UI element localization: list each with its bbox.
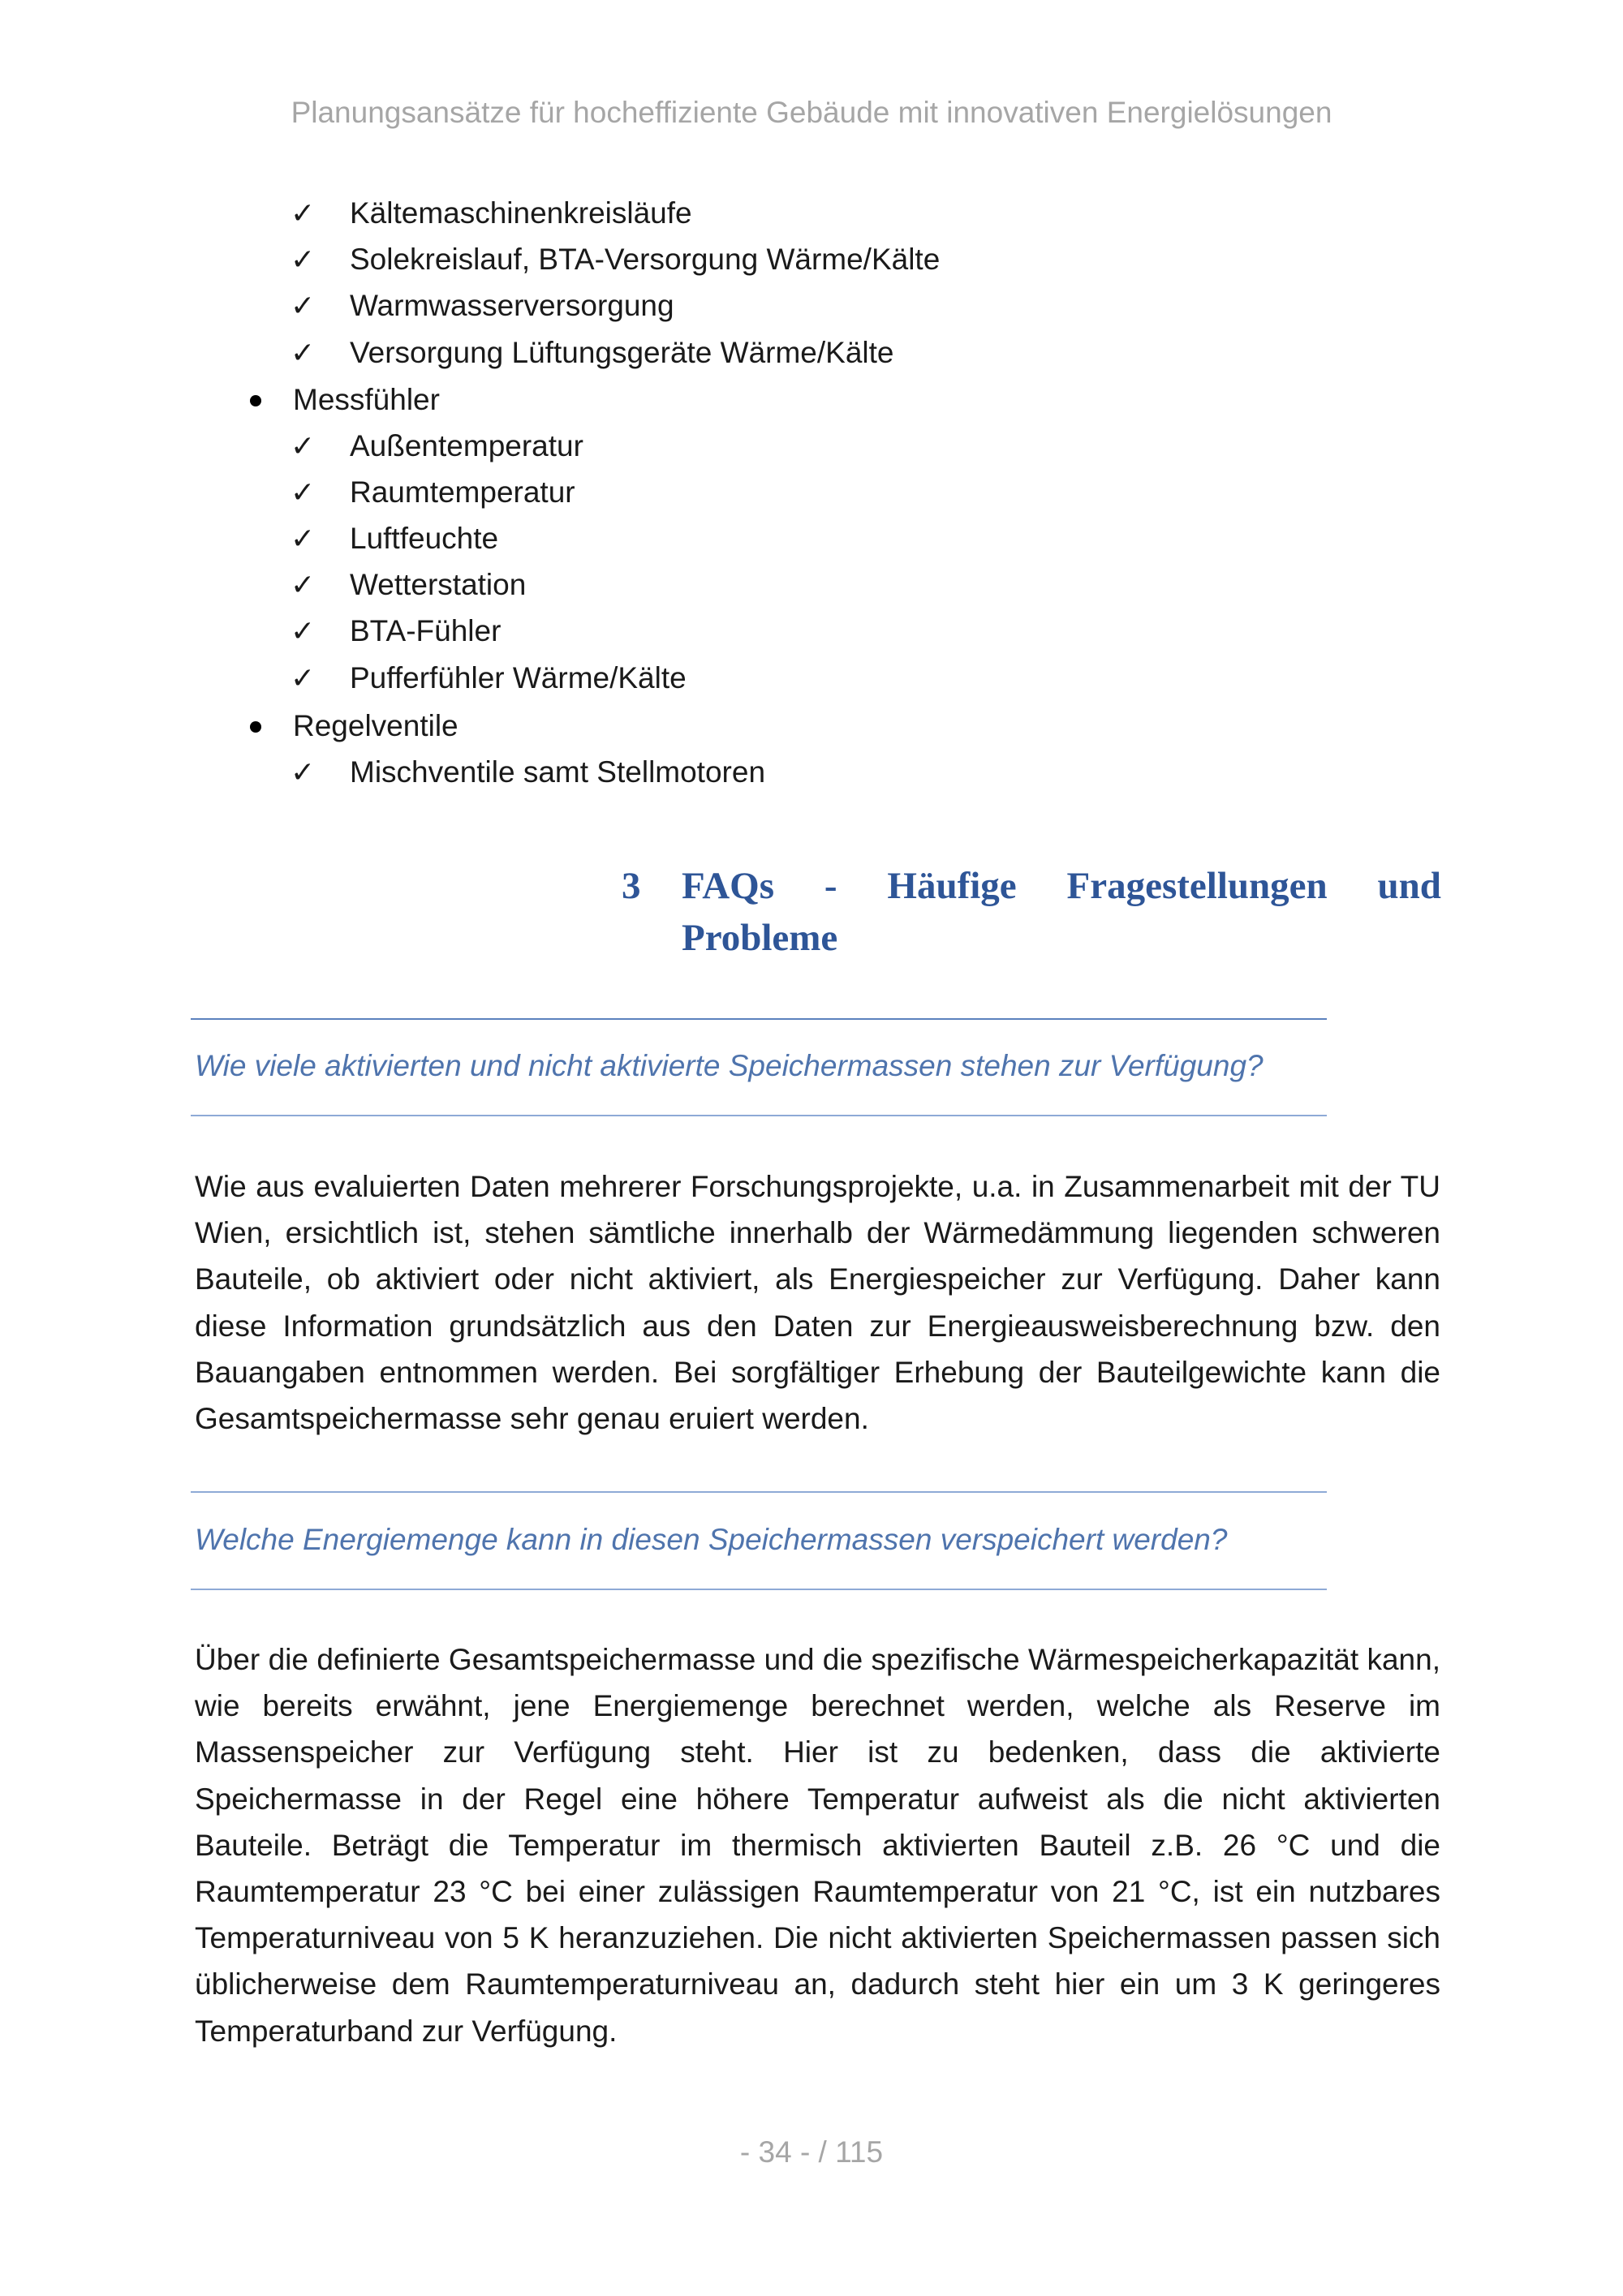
list-heading: Regelventile: [293, 709, 458, 742]
list-item: Pufferfühler Wärme/Kälte: [350, 661, 687, 694]
faq-answer: Über die definierte Gesamtspeichermasse und die spezifische Wärmespeicherkapazität kann, wie bereits erwähnt, jene Energiemenge berechnet werden, welche als Reserve im Massenspeicher zur Verfügung steht. Hier ist zu bedenken, dass die aktivierte Speichermasse in der Regel eine höhere Temperatur aufweist als die nicht aktivierten Bauteile. Beträgt die Temperatur im thermisch aktivierten Bauteil z.B. 26 °C und die Raumtemperatur 23 °C bei einer zulässigen Raumtemperatur von 21 °C, ist ein nutzbares Temperaturniveau von 5 K heranzuziehen. Die nicht aktivierten Speichermassen passen sich üblicherweise dem Raumtemperaturniveau an, dadurch steht hier ein um 3 K geringeres Temperaturband zur Verfügung.: [195, 1643, 1440, 2048]
list-item: Außentemperatur: [350, 429, 583, 462]
check-icon: ✓: [291, 336, 316, 369]
list-item: Kältemaschinenkreisläufe: [350, 196, 692, 230]
check-icon: ✓: [291, 614, 316, 647]
check-icon: ✓: [291, 661, 316, 694]
bullet-icon: [250, 721, 261, 733]
faq-question: Wie viele aktivierten und nicht aktivierte Speichermassen stehen zur Verfügung?: [195, 1049, 1264, 1082]
list-heading: Messfühler: [293, 383, 440, 416]
divider: [191, 1589, 1327, 1590]
check-icon: ✓: [291, 475, 316, 509]
divider: [191, 1018, 1327, 1020]
faq-answer: Wie aus evaluierten Daten mehrerer Forschungsprojekte, u.a. in Zusammenarbeit mit der TU Wien, ersichtlich ist, stehen sämtliche innerhalb der Wärmedämmung liegenden schweren Bauteile, ob aktiviert oder nicht aktiviert, als Energiespeicher zur Verfügung. Daher kann diese Information grundsätzlich aus den Daten zur Energieausweisberechnung bzw. den Bauangaben entnommen werden. Bei sorgfältiger Erhebung der Bauteilgewichte kann die Gesamtspeichermasse sehr genau eruiert werden.: [195, 1170, 1440, 1436]
section-title-word: -: [824, 865, 837, 907]
section-title-word: Fragestellungen: [1066, 865, 1328, 907]
section-number: 3: [622, 865, 641, 907]
check-icon: ✓: [291, 243, 316, 276]
divider: [191, 1491, 1327, 1493]
list-item: Versorgung Lüftungsgeräte Wärme/Kälte: [350, 336, 894, 369]
check-icon: ✓: [291, 522, 316, 555]
faq-question: Welche Energiemenge kann in diesen Speichermassen verspeichert werden?: [195, 1523, 1228, 1556]
section-title-line2: Probleme: [682, 917, 838, 959]
section-title-word: Häufige: [887, 865, 1017, 907]
list-item: Mischventile samt Stellmotoren: [350, 755, 766, 789]
section-title-word: und: [1377, 865, 1441, 907]
page-number: - 34 - / 115: [739, 2135, 884, 2169]
bullet-icon: [250, 395, 261, 406]
list-item: Luftfeuchte: [350, 522, 499, 555]
page-header: Planungsansätze für hocheffiziente Gebäude mit innovativen Energielösungen: [291, 96, 1332, 129]
list-item: Wetterstation: [350, 568, 527, 601]
check-icon: ✓: [291, 196, 316, 230]
check-icon: ✓: [291, 429, 316, 462]
list-item: Raumtemperatur: [350, 475, 575, 509]
list-item: Warmwasserversorgung: [350, 289, 674, 322]
list-item: BTA-Fühler: [350, 614, 502, 647]
check-icon: ✓: [291, 755, 316, 789]
section-title-word: FAQs: [682, 865, 775, 907]
list-item: Solekreislauf, BTA-Versorgung Wärme/Kälte: [350, 243, 941, 276]
check-icon: ✓: [291, 289, 316, 322]
divider: [191, 1115, 1327, 1116]
check-icon: ✓: [291, 568, 316, 601]
